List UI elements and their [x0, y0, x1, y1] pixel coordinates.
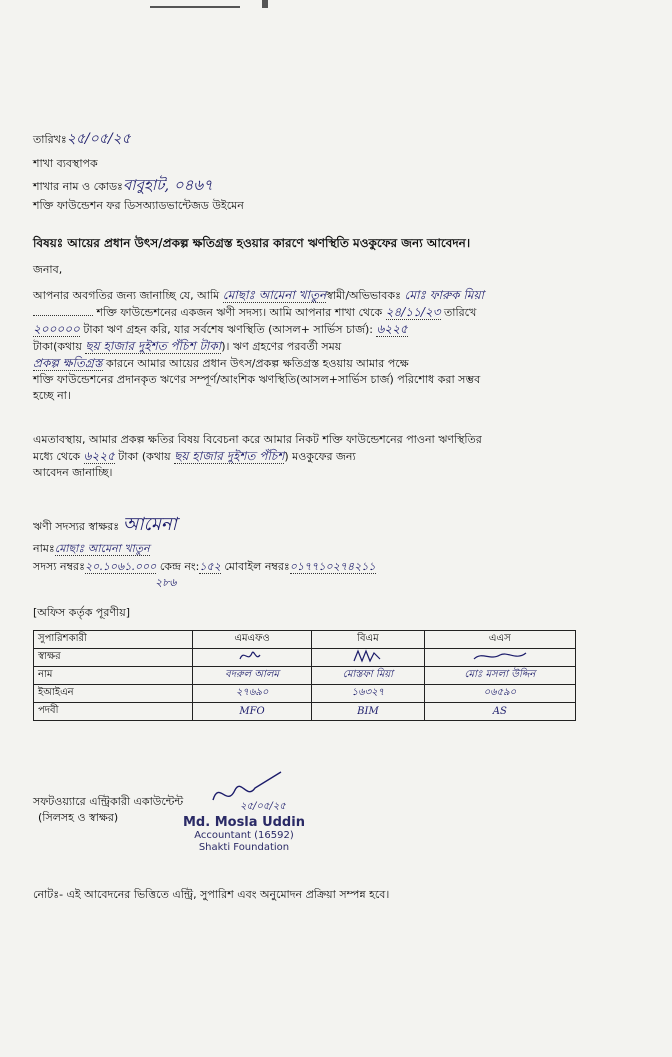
waiver-words-handwritten: ছয় হাজার দুইশত পঁচিশ — [174, 449, 285, 463]
member-number-label: সদস্য নম্বরঃ — [33, 560, 85, 573]
blank-dots — [33, 315, 93, 316]
table-row — [34, 667, 576, 685]
date-label: তারিখঃ — [33, 133, 67, 146]
mfo-signature — [193, 649, 312, 667]
center-number-value: ১৫২ — [199, 560, 221, 573]
balance-words-handwritten: ছয় হাজার দুইশত পঁচিশ টাকা — [85, 339, 222, 353]
date-line — [33, 132, 131, 147]
branch-value: বাবুহাট, ০৪৬৭ — [122, 176, 213, 194]
body1-text-3: শক্তি ফাউন্ডেশনের একজন ঋণী সদস্য। আমি আপনার শাখা থেকে — [96, 306, 383, 319]
signature-scribble-icon — [232, 649, 272, 663]
bm-signature — [312, 649, 425, 667]
reason-handwritten: প্রকল্প ক্ষতিগ্রস্ত — [33, 356, 103, 370]
signature-scribble-icon — [470, 649, 530, 663]
branch-line — [33, 178, 213, 194]
loan-date-handwritten: ২৪/১১/২৩ — [385, 305, 441, 319]
body1-line-1 — [33, 287, 631, 304]
office-table-header — [34, 631, 576, 649]
body1-line-7: হচ্ছে না। — [33, 389, 71, 402]
bm-name: মোস্তফা মিয়া — [312, 667, 425, 685]
body-paragraph-2 — [33, 432, 631, 481]
as-designation: AS — [424, 703, 575, 721]
as-name: মোঃ মসলা উদ্দিন — [424, 667, 575, 685]
bm-designation: BIM — [312, 703, 425, 721]
body2-line-3: আবেদন জানাচ্ছি। — [33, 466, 113, 479]
subject-line: বিষয়ঃ আয়ের প্রধান উৎস/প্রকল্প ক্ষতিগ্রস্ত হওয়ার কারণে ঋণস্থিতি মওকুফের জন্য আবেদন। — [33, 236, 471, 250]
body1-text-7: )। ঋণ গ্রহণের পরবর্তী সময় — [221, 340, 342, 353]
body2-text-3: টাকা (কথায় — [118, 450, 171, 463]
row-label: স্বাক্ষর — [34, 649, 193, 667]
mfo-designation: MFO — [193, 703, 312, 721]
accountant-subtitle: (সিলসহ ও স্বাক্ষর) — [38, 811, 119, 824]
stamp-name: Md. Mosla Uddin — [183, 815, 305, 830]
body1-line-4 — [33, 338, 631, 355]
salutation: জনাব, — [33, 263, 63, 276]
accountant-stamp — [183, 815, 305, 854]
bm-ein: ১৬৩২৭ — [312, 685, 425, 703]
as-signature — [424, 649, 575, 667]
loan-amount-handwritten: ২০০০০০ — [33, 322, 80, 336]
body1-text-8: কারনে আমার আয়ের প্রধান উৎস/প্রকল্প ক্ষতিগ্রস্ত হওয়ায় আমার পক্ষে — [106, 357, 409, 370]
member-number-value: ২০.১০৬১.০০০ — [84, 560, 157, 573]
top-edge-mark — [262, 0, 268, 8]
footer-note: নোটঃ- এই আবেদনের ভিত্তিতে এন্ট্রি, সুপারিশ এবং অনুমোদন প্রক্রিয়া সম্পন্ন হবে। — [33, 888, 390, 901]
body1-text-4: তারিখে — [444, 306, 477, 319]
row-label: ইআইএন — [34, 685, 193, 703]
office-table — [33, 630, 576, 721]
mfo-name: বদরুল আলম — [193, 667, 312, 685]
mobile-number-label: মোবাইল নম্বরঃ — [224, 560, 290, 573]
member-name-line — [33, 542, 150, 556]
stamp-role: Accountant (16592) — [194, 830, 294, 841]
header-bm: বিএম — [312, 631, 425, 649]
member-signature-label: ঋণী সদস্যর স্বাক্ষরঃ — [33, 520, 120, 533]
date-value: ২৫/০৫/২৫ — [66, 131, 131, 147]
body2-line-1: এমতাবস্থায়, আমার প্রকল্প ক্ষতির বিষয় বিবেচনা করে আমার নিকট শক্তি ফাউন্ডেশনের পাওনা ঋণস্থিতির — [33, 433, 482, 446]
body1-line-5 — [33, 355, 631, 372]
table-row — [34, 685, 576, 703]
addressee-title: শাখা ব্যবস্থাপক — [33, 157, 98, 170]
body1-text-2: স্বামী/অভিভাবকঃ — [326, 289, 401, 302]
row-label: নাম — [34, 667, 193, 685]
body2-text-2: মধ্যে থেকে — [33, 450, 81, 463]
mfo-ein: ২৭৬৯০ — [193, 685, 312, 703]
signature-scribble-icon — [348, 649, 388, 663]
organization-name: শক্তি ফাউন্ডেশন ফর ডিসঅ্যাডভান্টেজড উইমেন — [33, 199, 244, 212]
body2-line-2 — [33, 448, 631, 465]
top-edge-marks — [150, 0, 240, 8]
branch-label: শাখার নাম ও কোডঃ — [33, 180, 123, 193]
waiver-amount-handwritten: ৬২২৫ — [83, 449, 115, 463]
table-row — [34, 703, 576, 721]
header-recommender: সুপারিশকারী — [34, 631, 193, 649]
body-paragraph-1 — [33, 287, 631, 404]
body1-text-1: আপনার অবগতির জন্য জানাচ্ছি যে, আমি — [33, 289, 220, 302]
header-mfo: এমএফও — [193, 631, 312, 649]
center-number-label: কেন্দ্র নং — [159, 560, 196, 573]
member-number-line: সদস্য নম্বরঃ২০.১০৬১.০০০ কেন্দ্র নং:১৫২ মোবাইল নম্বরঃ০১৭৭১০২৭৪২১১ — [33, 560, 376, 573]
accountant-title: সফটওয়্যারে এন্ট্রিকারী একাউন্টেন্ট — [33, 795, 184, 808]
row-label: পদবী — [34, 703, 193, 721]
office-heading: [অফিস কর্তৃক পূরণীয়] — [33, 606, 130, 619]
table-row — [34, 649, 576, 667]
member-name-value: মোছাঃ আমেনা খাতুন — [54, 542, 150, 555]
body1-line-2 — [33, 304, 631, 321]
stamp-organization: Shakti Foundation — [198, 842, 290, 853]
mobile-number-value: ০১৭৭১০২৭৪২১১ — [289, 560, 376, 573]
member-signature: আমেনা — [122, 514, 177, 535]
header-as: এএস — [424, 631, 575, 649]
body1-line-6: শক্তি ফাউন্ডেশনের প্রদানকৃত ঋণের সম্পূর্ণ/আংশিক ঋণস্থিতি(আসল+সার্ভিস চার্জ) পরিশোধ করা সম্ভব — [33, 373, 481, 386]
body2-text-4: ) মওকুফের জন্য — [284, 450, 356, 463]
member-name-label: নামঃ — [33, 542, 55, 555]
body1-text-5: টাকা ঋণ গ্রহন করি, যার সর্বশেষ ঋণস্থিতি (আসল+ সার্ভিস চার্জ): — [83, 323, 373, 336]
balance-handwritten: ৬২২৫ — [376, 322, 408, 336]
body1-line-3 — [33, 321, 631, 338]
member-name-handwritten: মোছাঃ আমেনা খাতুন — [222, 288, 327, 302]
member-signature-line — [33, 514, 177, 535]
accountant-signature-date: ২৫/০৫/২৫ — [240, 801, 286, 812]
as-ein: ০৬৫৯০ — [424, 685, 575, 703]
member-number-extra: ২৮৬ — [155, 576, 177, 589]
guardian-name-handwritten: মোঃ ফারুক মিয়া — [404, 288, 485, 302]
body1-text-6: টাকা(কথায় — [33, 340, 82, 353]
